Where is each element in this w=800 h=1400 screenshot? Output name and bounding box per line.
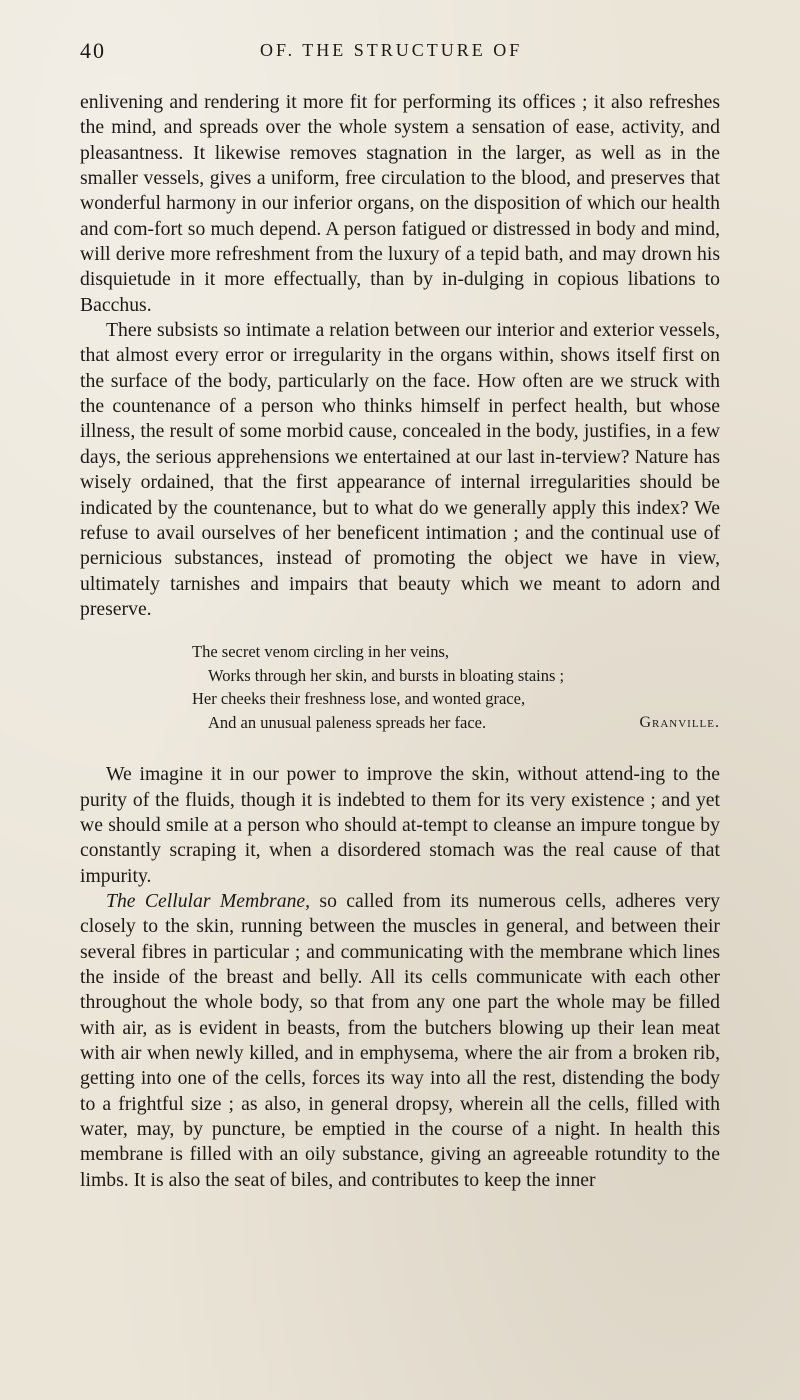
page-body — [80, 90, 720, 1193]
verse-line: Her cheeks their freshness lose, and wonted grace, — [192, 689, 526, 709]
page-number: 40 — [80, 38, 106, 63]
paragraph-countenance: There subsists so intimate a relation between our interior and exterior vessels, that almost every error or irregularity in the organs within, shows itself first on the surface of the body, particularly on the face. How often are we struck with the countenance of a person who thinks himself in perfect health, but whose illness, the result of some morbid cause, concealed in the body, justifies, in a few days, the serious apprehensions we entertained at our last in-terview? Nature has wisely ordained, that the first appearance of internal irregularities should be indicated by the countenance, but to what do we generally apply this index? We refuse to avail ourselves of her beneficent intimation ; and the continual use of pernicious substances, instead of promoting the object we have in view, ultimately tarnishes and impairs that beauty which we meant to adorn and preserve. — [80, 319, 720, 620]
verse-line: And an unusual paleness spreads her face. — [208, 712, 487, 732]
verse-line: Works through her skin, and bursts in bloating stains ; — [208, 665, 565, 685]
running-head: OF. THE STRUCTURE OF — [260, 40, 523, 60]
paragraph-bath: enlivening and rendering it more fit for performing its offices ; it also refreshes the mind, and spreads over the whole system a sensation of ease, activity, and pleasantness. It likewise removes stagnation in the larger, as well as in the smaller vessels, gives a uniform, free circulation to the blood, and preserves that wonderful harmony in our inferior organs, on the disposition of which our health and com-fort so much depend. A person fatigued or distressed in body and mind, will derive more refreshment from the luxury of a tepid bath, and may drown his disquietude in it more effectually, than by in-dulging in copious libations to Bacchus. — [80, 91, 720, 316]
paragraph-text: so called from its numerous cells, adheres very closely to the skin, running between the muscles in general, and between their several fibres in particular ; and communicating with the membrane which lines the inside of the breast and belly. All its cells communicate with each other throughout the whole body, so that from any one part the whole may be filled with air, as is evident in beasts, from the butchers blowing up their lean meat with air when newly killed, and in emphysema, where the air from a broken rib, getting into one of the cells, forces its way into all the rest, distending the body to a frightful size ; as also, in general dropsy, wherein all the cells, filled with water, may, by puncture, be emptied in the course of a night. In health this membrane is filled with an oily substance, giving an agreeable rotundity to the limbs. It is also the seat of biles, and contributes to keep the inner — [80, 889, 720, 1191]
verse-quotation — [192, 640, 720, 734]
page-header — [80, 38, 690, 62]
section-term: The Cellular Membrane, — [106, 889, 311, 912]
paragraph-cellular-membrane — [80, 889, 720, 1193]
verse-line: The secret venom circling in her veins, — [192, 642, 450, 662]
quote-author: Granville. — [639, 713, 720, 731]
paragraph-skin-fluids: We imagine it in our power to improve the skin, without attend-ing to the purity of the fluids, though it is indebted to them for its very existence ; and yet we should smile at a person who should at-tempt to cleanse an impure tongue by constantly scraping it, when a disordered stomach was the real cause of that impurity. — [80, 763, 720, 887]
